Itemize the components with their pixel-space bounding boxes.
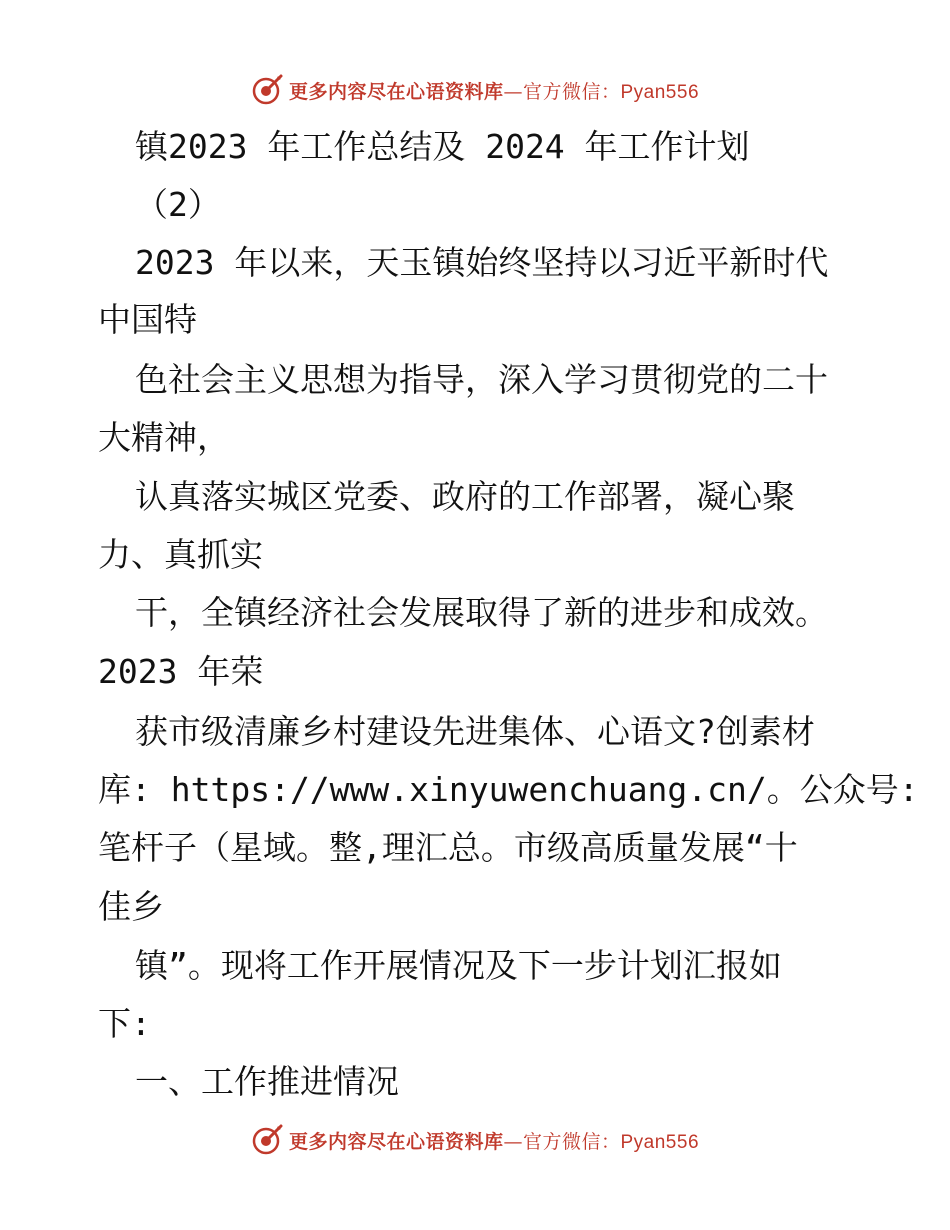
paragraph-line: 中国特 bbox=[98, 300, 197, 339]
paragraph-line: 大精神， bbox=[98, 418, 230, 457]
watermark-contact bbox=[503, 77, 699, 104]
section-heading: 一、工作推进情况 bbox=[135, 1062, 399, 1101]
document-title-suffix: （2） bbox=[135, 185, 221, 224]
paragraph-line: 笔杆子（星域。整,理汇总。市级高质量发展“十 bbox=[98, 828, 798, 867]
watermark-contact-label: —官方微信： bbox=[503, 80, 621, 103]
paragraph-line: 干，全镇经济社会发展取得了新的进步和成效。 bbox=[135, 593, 828, 632]
pen-logo-icon bbox=[251, 73, 285, 107]
watermark-contact-id: Pyan556 bbox=[620, 1131, 700, 1153]
paragraph-line: 2023 年以来，天玉镇始终坚持以习近平新时代 bbox=[135, 243, 829, 282]
paragraph-line: 库: https://www.xinyuwenchuang.cn/。公众号: bbox=[98, 770, 919, 809]
watermark-banner-top bbox=[0, 70, 950, 110]
document-title: 镇2023 年工作总结及 2024 年工作计划 bbox=[135, 127, 750, 166]
paragraph-line: 认真落实城区党委、政府的工作部署，凝心聚 bbox=[135, 477, 795, 516]
paragraph-line: 下: bbox=[98, 1004, 151, 1043]
paragraph-line: 获市级清廉乡村建设先进集体、心语文?创素材 bbox=[135, 712, 815, 751]
watermark-contact-id: Pyan556 bbox=[620, 81, 700, 103]
watermark-text: 更多内容尽在心语资料库 bbox=[288, 1130, 504, 1153]
paragraph-line: 佳乡 bbox=[98, 887, 164, 926]
watermark-banner-bottom bbox=[0, 1120, 950, 1160]
paragraph-line: 力、真抓实 bbox=[98, 535, 263, 574]
pen-logo-icon bbox=[251, 1123, 285, 1157]
watermark-contact bbox=[503, 1127, 699, 1154]
paragraph-line: 镇”。现将工作开展情况及下一步计划汇报如 bbox=[135, 946, 782, 985]
paragraph-line: 色社会主义思想为指导，深入学习贯彻党的二十 bbox=[135, 360, 828, 399]
paragraph-line: 2023 年荣 bbox=[98, 652, 264, 691]
watermark-text: 更多内容尽在心语资料库 bbox=[288, 80, 504, 103]
watermark-contact-label: —官方微信： bbox=[503, 1130, 621, 1153]
